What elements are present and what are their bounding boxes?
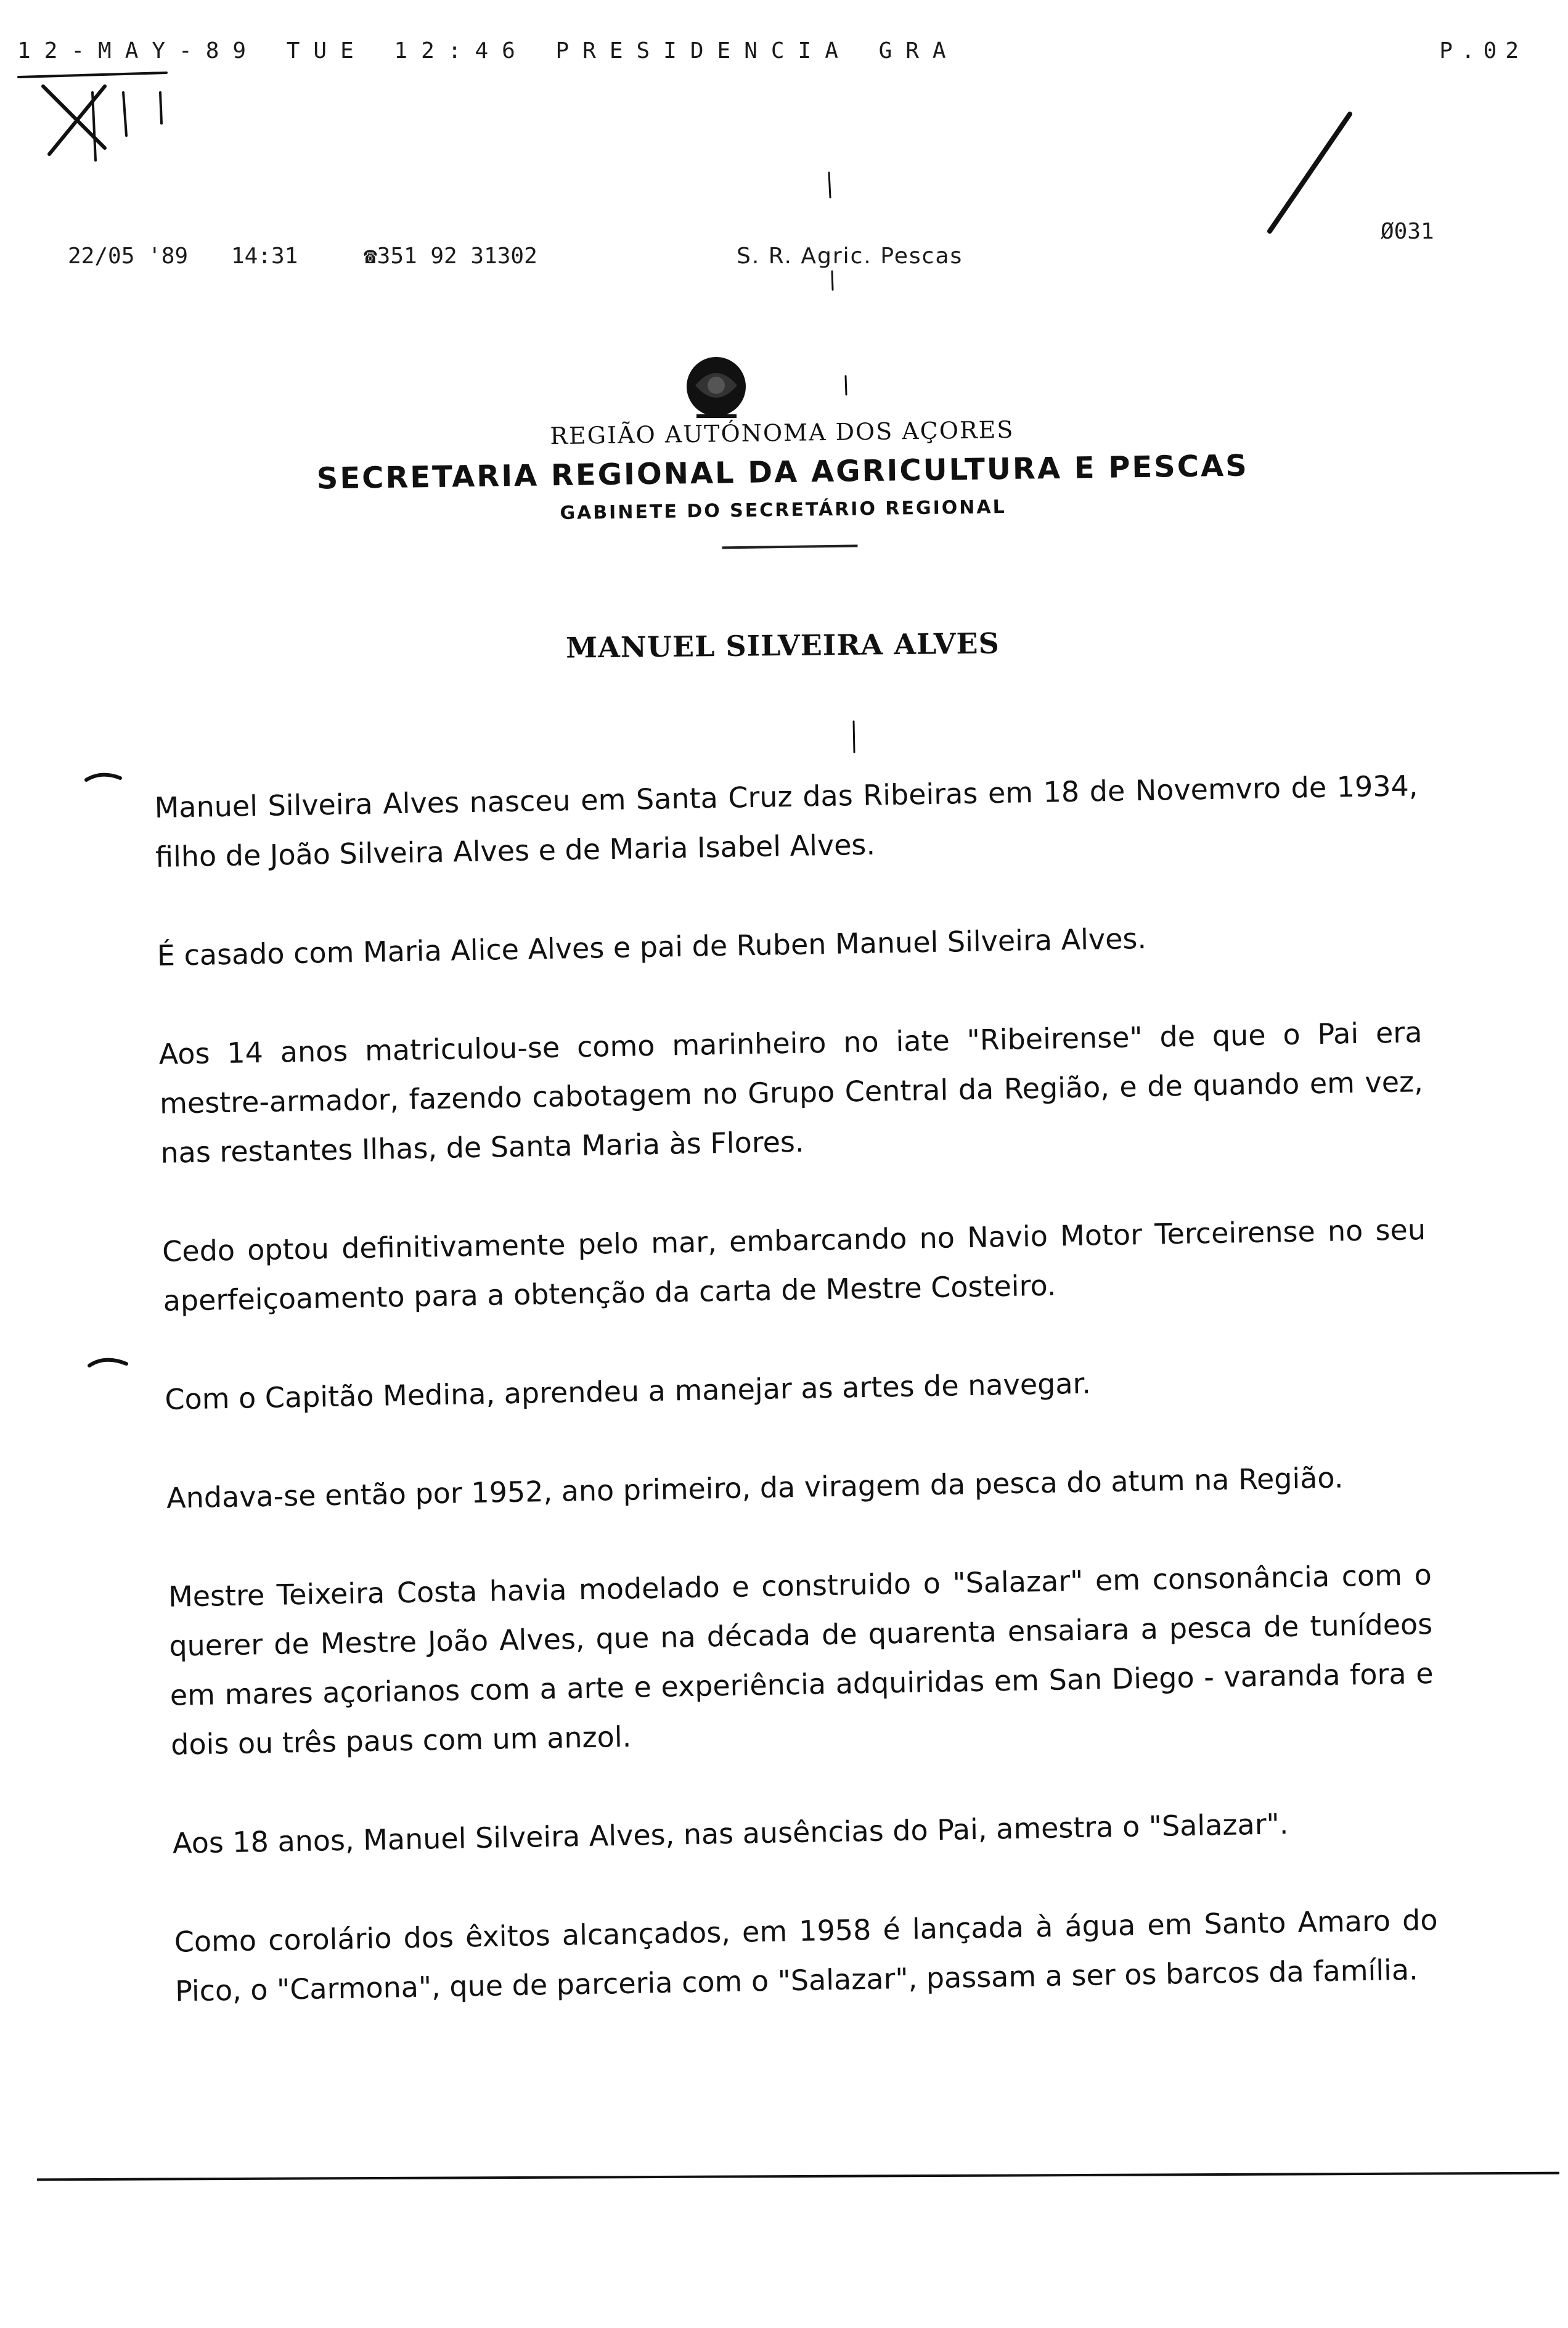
fax-transmission-header: [17, 38, 1540, 75]
document-body: [154, 761, 1440, 2065]
letterhead-divider: [722, 544, 857, 549]
fax-second-header: [68, 219, 1535, 281]
handwritten-left-margin-mark-2: [89, 1360, 126, 1366]
letterhead-secretaria: SECRETARIA REGIONAL DA AGRICULTURA E PESCAS: [316, 448, 1249, 496]
letterhead-region: REGIÃO AUTÓNOMA DOS AÇORES: [550, 416, 1015, 450]
letterhead-gabinete: GABINETE DO SECRETÁRIO REGIONAL: [560, 496, 1007, 525]
body-paragraph: É casado com Maria Alice Alves e pai de Ruben Manuel Silveira Alves.: [157, 921, 1147, 972]
body-paragraph: Aos 18 anos, Manuel Silveira Alves, nas ausências do Pai, amestra o "Salazar".: [172, 1807, 1289, 1860]
letterhead: [123, 410, 1443, 557]
fax-page-number: P.02: [1439, 38, 1527, 64]
fax-sender: S. R. Agric. Pescas: [737, 244, 963, 269]
fax-number: Ø031: [1381, 219, 1434, 244]
handwritten-tick-mark: [92, 92, 161, 160]
body-paragraph: Mestre Teixeira Costa havia modelado e construido o "Salazar" em consonância com o querer de Mestre João Alves, que na década de quarenta ensaiara a pesca de tunídeos em mares açorianos com a arte e experiência adquiridas em San Diego - varanda fora e dois ou três paus com um anzol.: [168, 1558, 1434, 1761]
handwritten-slash-mark: [1270, 114, 1350, 231]
body-paragraph: Com o Capitão Medina, aprendeu a manejar as artes de navegar.: [164, 1366, 1092, 1416]
body-paragraph: Cedo optou definitivamente pelo mar, embarcando no Navio Motor Terceirense no seu aperfeiçoamento para a obtenção da carta de Mestre Costeiro.: [161, 1213, 1426, 1318]
fax-date: 22/05 '89: [68, 244, 189, 269]
body-paragraph: Manuel Silveira Alves nasceu em Santa Cruz das Ribeiras em 18 de Novemvro de 1934, filho de João Silveira Alves e de Maria Isabel Alves.: [154, 769, 1418, 874]
fax-time: 14:31: [231, 244, 298, 269]
fax-phone: ☎351 92 31302: [364, 244, 537, 269]
body-paragraph: Como corolário dos êxitos alcançados, em 1958 é lançada à água em Santo Amaro do Pico, o "Carmona", que de parceria com o "Salazar", passam a ser os barcos da família.: [174, 1903, 1438, 2008]
page-bottom-rule: [37, 2172, 1559, 2181]
coat-of-arms-crest-icon: [678, 348, 758, 428]
fax-header-line: 12-MAY-89 TUE 12:46 PRESIDENCIA GRA: [17, 38, 960, 64]
document-title: MANUEL SILVEIRA ALVES: [565, 626, 1000, 665]
handwritten-left-margin-mark: [86, 775, 120, 780]
body-paragraph: Andava-se então por 1952, ano primeiro, da viragem da pesca do atum na Região.: [166, 1461, 1344, 1515]
body-paragraph: Aos 14 anos matriculou-se como marinheiro no iate "Ribeirense" de que o Pai era mestre-armador, fazendo cabotagem no Grupo Central da Região, e de quando em vez, nas restantes Ilhas, de Santa Maria às Flores.: [158, 1015, 1424, 1170]
handwritten-cross-mark: [43, 86, 105, 154]
